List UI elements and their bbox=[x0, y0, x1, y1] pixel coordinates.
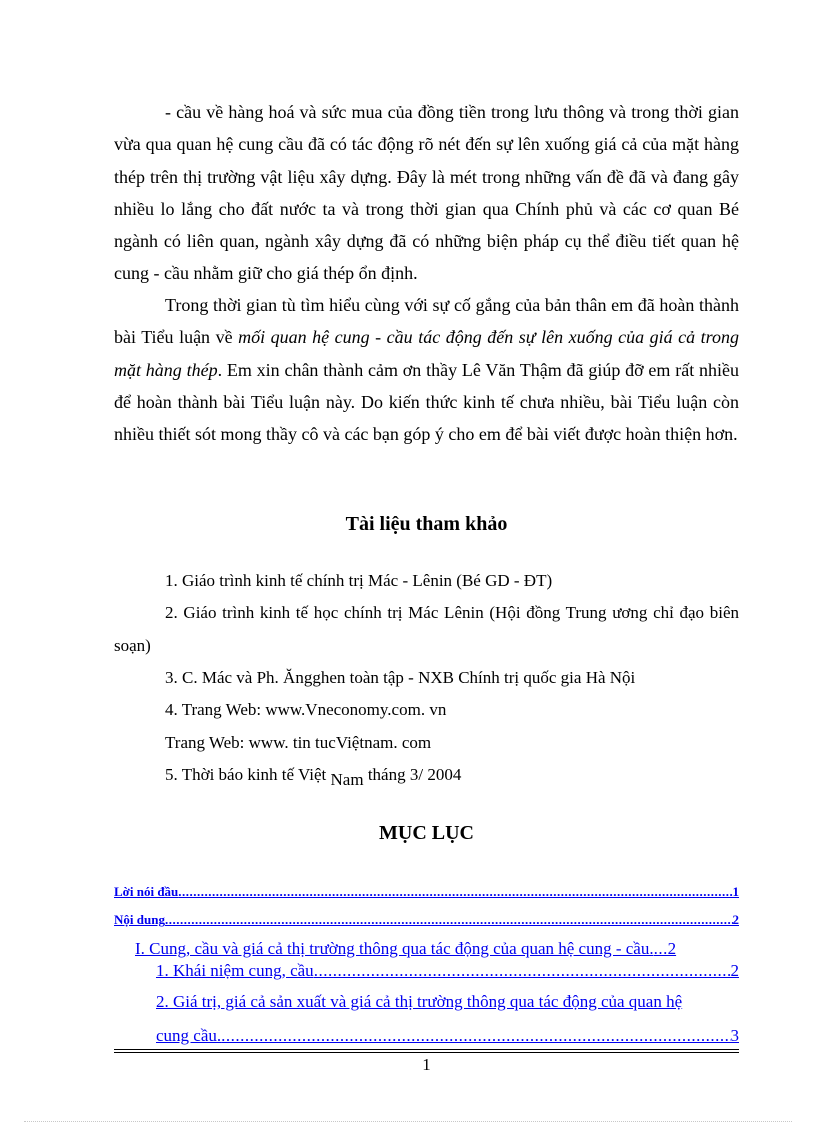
reference-item-1: 1. Giáo trình kinh tế chính trị Mác - Lênin (Bé GD - ĐT) bbox=[165, 571, 553, 590]
page-edge-dotted-line bbox=[24, 1121, 792, 1122]
toc-entry-1-2[interactable]: 2. Giá trị, giá cả sản xuất và giá cả thị trường thông qua tác động của quan hệ bbox=[156, 992, 683, 1011]
page-number: 1 bbox=[422, 1055, 431, 1074]
toc-entry-content[interactable]: Nội dung ..... 2 bbox=[114, 912, 739, 928]
toc-entry-1-1[interactable]: 1. Khái niệm cung, cầu ..... 2 bbox=[156, 961, 739, 981]
reference-item-5: 5. Thời báo kinh tế Việt Nam tháng 3/ 2004 bbox=[165, 765, 462, 789]
toc-entry-section-1[interactable]: I. Cung, cầu và giá cả thị trường thông qua tác động của quan hệ cung - cầu. ..... 2 bbox=[135, 939, 739, 959]
footer-rule-top bbox=[114, 1049, 739, 1050]
toc-entry-1-2-cont[interactable]: cung cầu. ..... 3 bbox=[156, 1026, 739, 1046]
thesis-topic-italic: mối quan hệ cung - cầu tác động đến sự lên xuống của giá cả trong mặt hàng thép bbox=[114, 327, 739, 380]
reference-item-2: 2. Giáo trình kinh tế học chính trị Mác Lênin (Hội đồng Trung ương chỉ đạo biên soạn) bbox=[114, 603, 739, 655]
toc-title: MỤC LỤC bbox=[379, 822, 474, 844]
body-paragraph-1: - cầu về hàng hoá và sức mua của đồng tiền trong lưu thông và trong thời gian vừa qua quan hệ cung cầu đã có tác động rõ nét đến sự lên xuống giá cả của mặt hàng thép trên thị trường vật liệu xây dựng. Đây là mét trong những vấn đề đã và đang gây nhiều lo lắng cho đất nước ta và trong thời gian qua Chính phủ và các cơ quan Bé ngành có liên quan, ngành xây dựng đã có những biện pháp cụ thể điều tiết quan hệ cung - cầu nhằm giữ cho giá thép ổn định. bbox=[114, 102, 739, 284]
reference-item-3: 3. C. Mác và Ph. Ăngghen toàn tập - NXB Chính trị quốc gia Hà Nội bbox=[165, 668, 636, 687]
footer-rule-bottom bbox=[114, 1052, 739, 1053]
body-paragraph-2: Trong thời gian tù tìm hiểu cùng với sự cố gắng của bản thân em đã hoàn thành bài Tiểu luận về mối quan hệ cung - cầu tác động đến sự lên xuống của giá cả trong mặt hàng thép. Em xin chân thành cảm ơn thầy Lê Văn Thậm đã giúp đỡ em rất nhiều để hoàn thành bài Tiểu luận này. Do kiến thức kinh tế chưa nhiều, bài Tiểu luận còn nhiều thiết sót mong thầy cô và các bạn góp ý cho em để bài viết được hoàn thiện hơn. bbox=[114, 295, 739, 445]
reference-item-4b: Trang Web: www. tin tucViệtnam. com bbox=[165, 733, 432, 752]
references-title: Tài liệu tham khảo bbox=[345, 513, 508, 535]
reference-item-4: 4. Trang Web: www.Vneconomy.com. vn bbox=[165, 700, 447, 719]
toc-entry-intro[interactable]: Lời nói đầu ..... 1 bbox=[114, 884, 739, 900]
